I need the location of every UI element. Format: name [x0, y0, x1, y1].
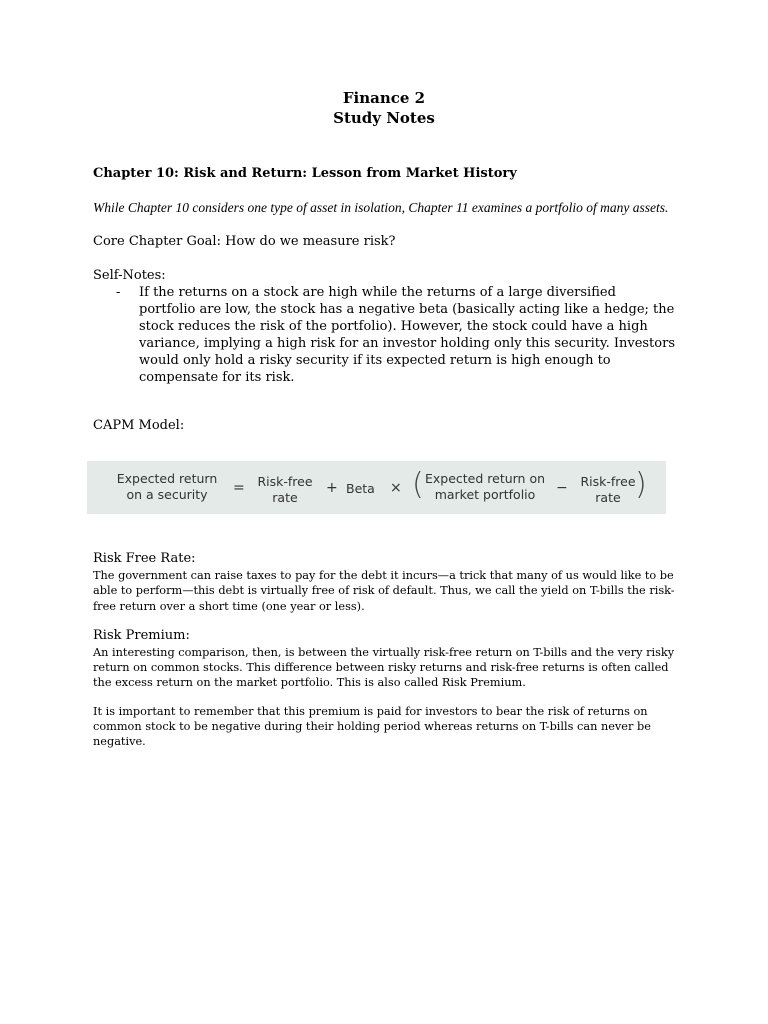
self-notes-list	[93, 284, 675, 386]
document-title-line2: Study Notes	[333, 109, 435, 127]
risk-premium-text: An interesting comparison, then, is between the virtually risk-free return on T-bills and the very risky return on common stocks. This difference between risky returns and risk-free returns is often called the excess return on the market portfolio. This is also called Risk Premium.	[93, 645, 675, 690]
definitions-section	[93, 550, 675, 750]
list-item	[116, 284, 675, 386]
formula-term-expected-return-market	[421, 471, 549, 503]
capm-formula-image	[87, 461, 666, 514]
formula-term-line: Expected return	[116, 471, 218, 486]
formula-term-line: on a security	[126, 487, 208, 502]
formula-term-risk-free-rate-2	[576, 474, 640, 506]
risk-premium-heading: Risk Premium:	[93, 627, 190, 643]
list-item-text: If the returns on a stock are high while the returns of a large diversified portfolio are low, the stock has a negative beta (basically acting like a hedge; the stock reduces the risk of the portfolio). However, the stock could have a high variance, implying a high risk for an investor holding only this security. Investors would only hold a risky security if its expected return is high enough to compensate for its risk.	[139, 285, 675, 385]
formula-term-line: market portfolio	[434, 487, 536, 502]
times-sign: ×	[390, 480, 402, 496]
open-parenthesis: (	[412, 467, 424, 502]
formula-term-line: Risk-free	[580, 474, 636, 489]
plus-sign: +	[326, 480, 338, 496]
close-parenthesis: )	[635, 467, 647, 502]
document-body	[93, 88, 675, 434]
intro-italic-note: While Chapter 10 considers one type of asset in isolation, Chapter 11 examines a portfolio of many assets.	[93, 200, 669, 215]
equals-sign: =	[233, 480, 245, 496]
self-notes-label: Self-Notes:	[93, 268, 166, 283]
important-note-text: It is important to remember that this premium is paid for investors to bear the risk of returns on common stock to be negative during their holding period whereas returns on T-bills can never be negative.	[93, 704, 651, 749]
formula-term-line: Expected return on	[424, 471, 546, 486]
risk-free-text: The government can raise taxes to pay for the debt it incurs—a trick that many of us would like to be able to perform—this debt is virtually free of risk of default. Thus, we call the yield on T-bills the risk-free return over a short time (one year or less).	[93, 569, 675, 613]
formula-term-risk-free-rate	[253, 474, 317, 506]
formula-term-line: rate	[272, 490, 298, 505]
document-title-line1: Finance 2	[342, 89, 426, 107]
formula-term-beta: Beta	[346, 481, 375, 496]
formula-term-expected-return-security	[113, 471, 221, 503]
formula-term-line: Risk-free	[257, 474, 313, 489]
minus-sign: −	[556, 480, 568, 496]
formula-term-line: rate	[595, 490, 621, 505]
bullet-dash: -	[116, 285, 121, 300]
capm-label: CAPM Model:	[93, 418, 185, 433]
core-goal: Core Chapter Goal: How do we measure risk?	[93, 234, 396, 249]
chapter-heading: Chapter 10: Risk and Return: Lesson from Market History	[93, 166, 517, 181]
risk-free-heading: Risk Free Rate:	[93, 551, 196, 566]
